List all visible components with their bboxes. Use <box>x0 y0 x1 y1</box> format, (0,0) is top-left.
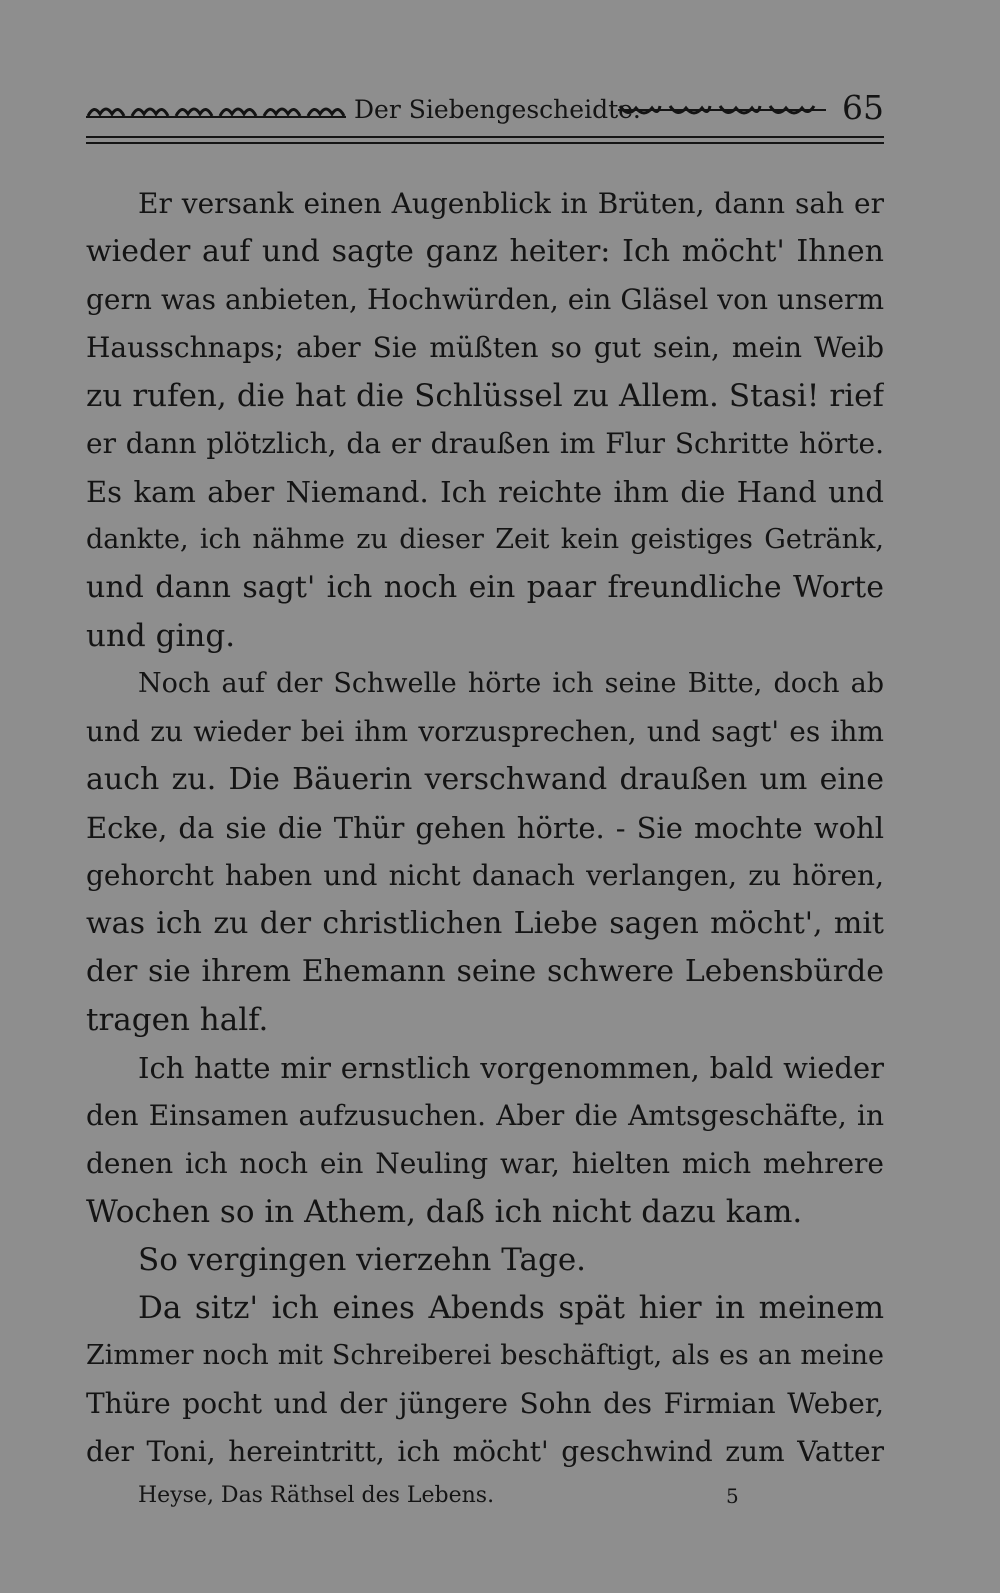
text-line: Hausschnaps; aber Sie müßten so gut sein, mein Weib <box>86 331 884 364</box>
header-rule <box>86 142 884 144</box>
text-line: den Einsamen aufzusuchen. Aber die Amtsgeschäfte, in <box>86 1099 884 1132</box>
text-line: Er versank einen Augenblick in Brüten, dann sah er <box>138 187 884 220</box>
text-line: und dann sagt' ich noch ein paar freundliche Worte <box>86 570 884 605</box>
header-rule <box>86 136 884 138</box>
text-line: und zu wieder bei ihm vorzusprechen, und sagt' es ihm <box>86 715 884 748</box>
text-line: auch zu. Die Bäuerin verschwand draußen um eine <box>86 762 884 797</box>
text-line: Da sitz' ich eines Abends spät hier in meinem <box>138 1290 884 1326</box>
text-line: tragen half. <box>86 1002 269 1038</box>
text-line: gern was anbieten, Hochwürden, ein Gläsel von unserm <box>86 283 884 316</box>
text-line: Ecke, da sie die Thür gehen hörte. - Sie mochte wohl <box>86 811 884 845</box>
ornament-left-icon <box>86 102 348 120</box>
text-line: der sie ihrem Ehemann seine schwere Lebensbürde <box>86 954 884 989</box>
signature-mark: 5 <box>726 1484 739 1508</box>
footer-book-title: Heyse, Das Räthsel des Lebens. <box>138 1483 495 1508</box>
text-line: und ging. <box>86 618 236 654</box>
text-line: er dann plötzlich, da er draußen im Flur Schritte hörte. <box>86 427 884 460</box>
ornament-right-icon <box>618 102 828 120</box>
text-line: Noch auf der Schwelle hörte ich seine Bitte, doch ab <box>138 668 884 699</box>
text-line: Thüre pocht und der jüngere Sohn des Firmian Weber, <box>86 1387 884 1420</box>
page-number: 65 <box>842 88 884 127</box>
text-line: Zimmer noch mit Schreiberei beschäftigt, als es an meine <box>86 1340 884 1371</box>
running-title: Der Siebengescheidte. <box>354 95 641 124</box>
page-footer <box>86 1476 884 1516</box>
body-text <box>86 180 884 1476</box>
book-page <box>86 80 884 1580</box>
page-header <box>86 88 884 132</box>
text-line: denen ich noch ein Neuling war, hielten mich mehrere <box>86 1147 884 1180</box>
text-line: Es kam aber Niemand. Ich reichte ihm die Hand und <box>86 475 884 509</box>
text-line: gehorcht haben und nicht danach verlangen, zu hören, <box>86 859 884 892</box>
text-line: der Toni, hereintritt, ich möcht' geschwind zum Vatter <box>86 1435 884 1468</box>
text-line: So vergingen vierzehn Tage. <box>138 1242 587 1278</box>
text-line: zu rufen, die hat die Schlüssel zu Allem. Stasi! rief <box>86 378 884 414</box>
text-line: Ich hatte mir ernstlich vorgenommen, bald wieder <box>138 1051 884 1085</box>
text-line: wieder auf und sagte ganz heiter: Ich möcht' Ihnen <box>86 234 884 269</box>
text-line: Wochen so in Athem, daß ich nicht dazu kam. <box>86 1194 803 1230</box>
text-line: was ich zu der christlichen Liebe sagen möcht', mit <box>86 906 884 941</box>
text-line: dankte, ich nähme zu dieser Zeit kein geistiges Getränk, <box>86 524 884 555</box>
